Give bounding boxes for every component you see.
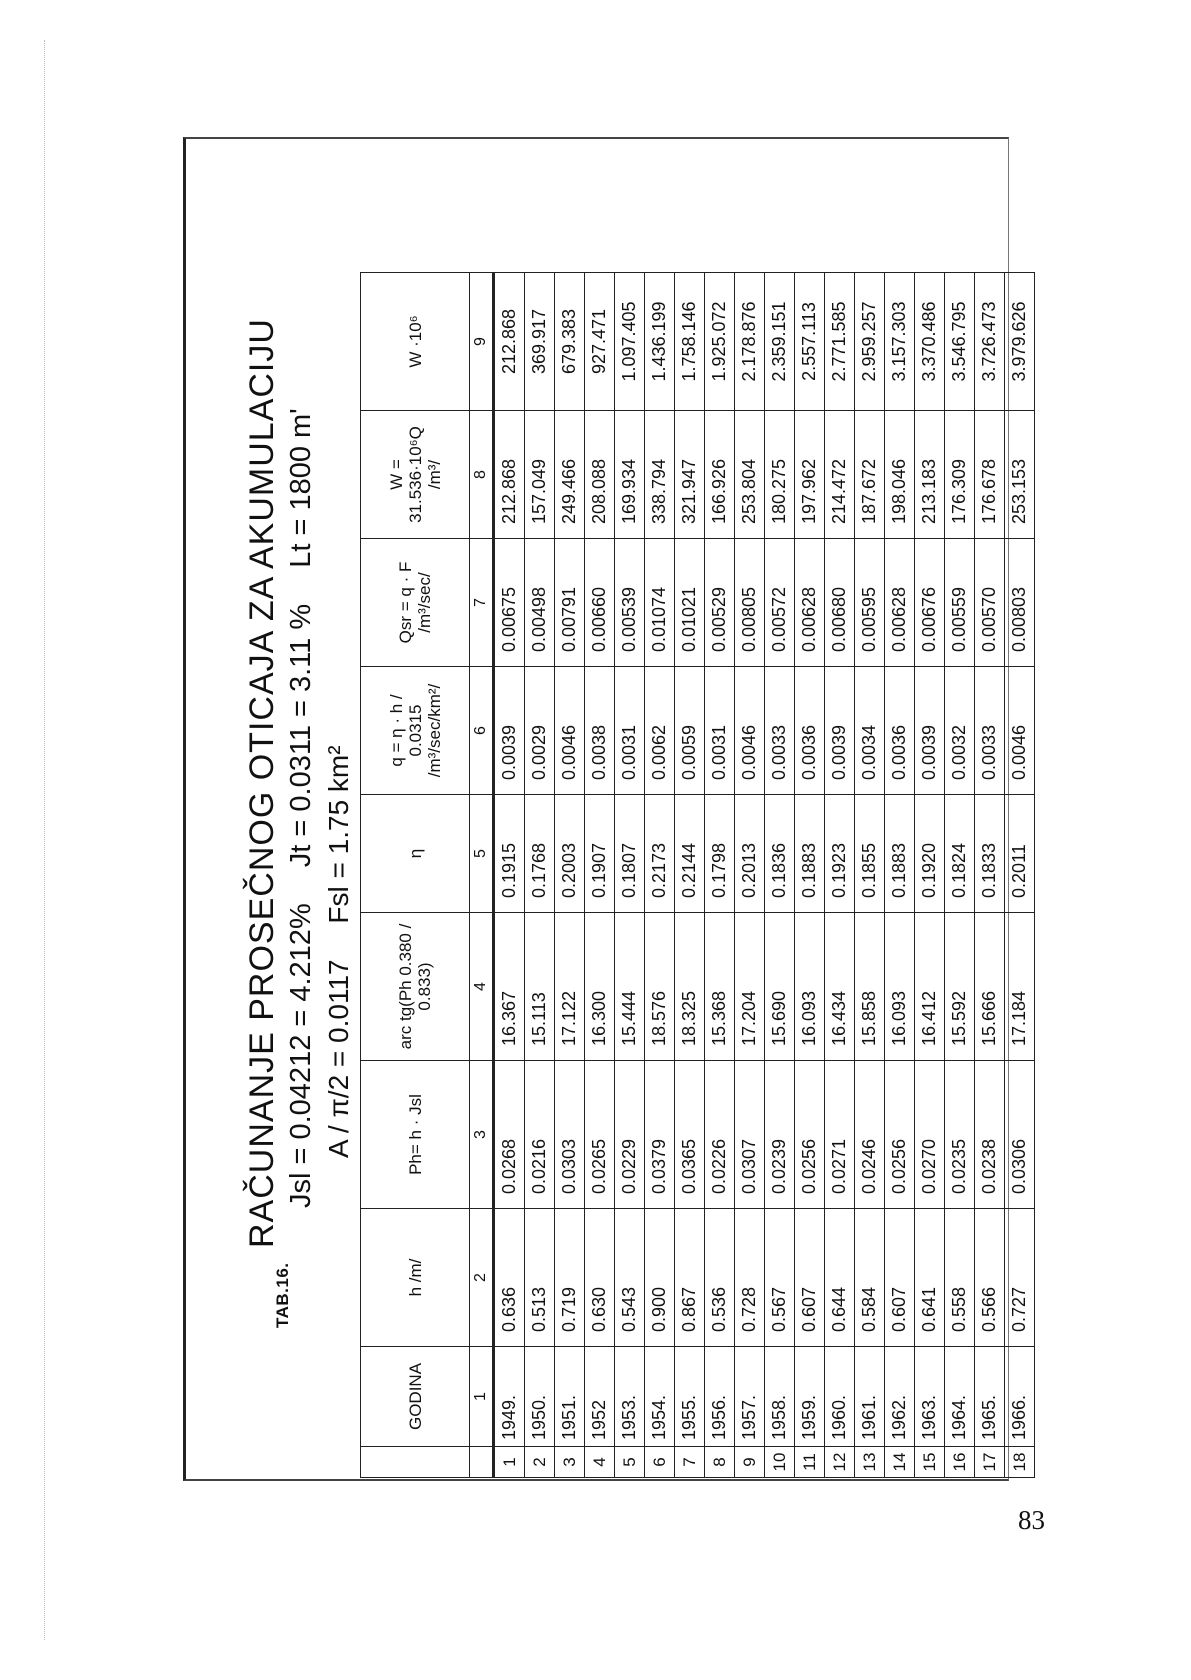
arctg-cell: 18.325 (675, 913, 705, 1061)
w-cumulative-cell: 2.771.585 (825, 273, 855, 411)
arctg-cell: 17.184 (1005, 913, 1035, 1061)
table-row (705, 273, 735, 1478)
qsr-cell: 0.00529 (705, 539, 735, 667)
column-number: 6 (470, 667, 494, 795)
ph-cell: 0.0268 (494, 1061, 525, 1209)
eta-cell: 0.1907 (585, 795, 615, 913)
row-index: 16 (945, 1447, 975, 1478)
w-cell: 157.049 (525, 411, 555, 539)
param-a: A / π/2 = 0.0117 (323, 959, 354, 1158)
h-cell: 0.641 (915, 1209, 945, 1347)
qsr-cell: 0.00559 (945, 539, 975, 667)
q-cell: 0.0032 (945, 667, 975, 795)
q-cell: 0.0036 (795, 667, 825, 795)
eta-cell: 0.1883 (885, 795, 915, 913)
arctg-cell: 15.690 (765, 913, 795, 1061)
h-cell: 0.727 (1005, 1209, 1035, 1347)
q-cell: 0.0038 (585, 667, 615, 795)
h-cell: 0.607 (885, 1209, 915, 1347)
arctg-cell: 16.300 (585, 913, 615, 1061)
arctg-cell: 16.093 (795, 913, 825, 1061)
year-cell: 1964. (945, 1347, 975, 1447)
ph-cell: 0.0239 (765, 1061, 795, 1209)
year-cell: 1956. (705, 1347, 735, 1447)
eta-cell: 0.1920 (915, 795, 945, 913)
h-cell: 0.867 (675, 1209, 705, 1347)
header-q: q = η · h / 0.0315 /m³/sec/km²/ (361, 667, 470, 795)
ph-cell: 0.0365 (675, 1061, 705, 1209)
year-cell: 1962. (885, 1347, 915, 1447)
ph-cell: 0.0246 (855, 1061, 885, 1209)
column-number: 1 (470, 1347, 494, 1447)
qsr-cell: 0.00803 (1005, 539, 1035, 667)
q-cell: 0.0031 (615, 667, 645, 795)
table-row (825, 273, 855, 1478)
qsr-cell: 0.00539 (615, 539, 645, 667)
eta-cell: 0.1883 (795, 795, 825, 913)
ph-cell: 0.0303 (555, 1061, 585, 1209)
qsr-cell: 0.00680 (825, 539, 855, 667)
h-cell: 0.566 (975, 1209, 1005, 1347)
h-cell: 0.719 (555, 1209, 585, 1347)
w-cell: 166.926 (705, 411, 735, 539)
qsr-cell: 0.00675 (494, 539, 525, 667)
qsr-cell: 0.00572 (765, 539, 795, 667)
table-title-block (213, 228, 383, 1328)
qsr-cell: 0.00805 (735, 539, 765, 667)
w-cell: 197.962 (795, 411, 825, 539)
row-index: 12 (825, 1447, 855, 1478)
header-w-cumulative: W ·10⁶ (361, 273, 470, 411)
eta-cell: 0.1807 (615, 795, 645, 913)
ph-cell: 0.0379 (645, 1061, 675, 1209)
header-qsr: Qsr = q · F /m³/sec/ (361, 539, 470, 667)
year-cell: 1957. (735, 1347, 765, 1447)
row-index: 17 (975, 1447, 1005, 1478)
arctg-cell: 16.412 (915, 913, 945, 1061)
eta-cell: 0.2011 (1005, 795, 1035, 913)
column-number: 4 (470, 913, 494, 1061)
w-cell: 208.088 (585, 411, 615, 539)
w-cumulative-cell: 2.359.151 (765, 273, 795, 411)
w-cell: 321.947 (675, 411, 705, 539)
year-cell: 1953. (615, 1347, 645, 1447)
q-cell: 0.0034 (855, 667, 885, 795)
w-cumulative-cell: 3.157.303 (885, 273, 915, 411)
ph-cell: 0.0216 (525, 1061, 555, 1209)
table-row (765, 273, 795, 1478)
table-row (494, 273, 525, 1478)
q-cell: 0.0033 (765, 667, 795, 795)
year-cell: 1958. (765, 1347, 795, 1447)
column-number: 2 (470, 1209, 494, 1347)
w-cumulative-cell: 927.471 (585, 273, 615, 411)
param-fsl: Fsl = 1.75 km² (323, 745, 354, 924)
scan-margin-marks (44, 40, 49, 1640)
arctg-cell: 15.666 (975, 913, 1005, 1061)
table-row (915, 273, 945, 1478)
table-header-row (361, 273, 470, 1478)
w-cell: 213.183 (915, 411, 945, 539)
qsr-cell: 0.00676 (915, 539, 945, 667)
w-cell: 253.804 (735, 411, 765, 539)
qsr-cell: 0.00628 (885, 539, 915, 667)
row-index: 18 (1005, 1447, 1035, 1478)
eta-cell: 0.2173 (645, 795, 675, 913)
arctg-cell: 15.858 (855, 913, 885, 1061)
ph-cell: 0.0235 (945, 1061, 975, 1209)
year-cell: 1961. (855, 1347, 885, 1447)
q-cell: 0.0029 (525, 667, 555, 795)
row-index: 11 (795, 1447, 825, 1478)
w-cumulative-cell: 1.758.146 (675, 273, 705, 411)
eta-cell: 0.1836 (765, 795, 795, 913)
arctg-cell: 16.434 (825, 913, 855, 1061)
q-cell: 0.0031 (705, 667, 735, 795)
w-cell: 169.934 (615, 411, 645, 539)
q-cell: 0.0039 (494, 667, 525, 795)
w-cumulative-cell: 3.726.473 (975, 273, 1005, 411)
ph-cell: 0.0226 (705, 1061, 735, 1209)
w-cell: 338.794 (645, 411, 675, 539)
row-index: 15 (915, 1447, 945, 1478)
table-row (885, 273, 915, 1478)
q-cell: 0.0046 (1005, 667, 1035, 795)
year-cell: 1959. (795, 1347, 825, 1447)
ph-cell: 0.0270 (915, 1061, 945, 1209)
qsr-cell: 0.01021 (675, 539, 705, 667)
arctg-cell: 15.444 (615, 913, 645, 1061)
year-cell: 1950. (525, 1347, 555, 1447)
q-cell: 0.0039 (915, 667, 945, 795)
w-cell: 214.472 (825, 411, 855, 539)
eta-cell: 0.1855 (855, 795, 885, 913)
year-cell: 1952 (585, 1347, 615, 1447)
w-cumulative-cell: 2.557.113 (795, 273, 825, 411)
row-index: 13 (855, 1447, 885, 1478)
w-cell: 249.466 (555, 411, 585, 539)
w-cell: 176.309 (945, 411, 975, 539)
q-cell: 0.0046 (555, 667, 585, 795)
year-cell: 1954. (645, 1347, 675, 1447)
parameters-line-1 (285, 380, 318, 1208)
arctg-cell: 17.122 (555, 913, 585, 1061)
ph-cell: 0.0256 (885, 1061, 915, 1209)
ph-cell: 0.0271 (825, 1061, 855, 1209)
table-row (1005, 273, 1035, 1478)
eta-cell: 0.1824 (945, 795, 975, 913)
w-cumulative-cell: 1.436.199 (645, 273, 675, 411)
header-eta: η (361, 795, 470, 913)
table-title: RAČUNANJE PROSEČNOG OTICAJA ZA AKUMULACIJU (243, 318, 281, 1248)
qsr-cell: 0.00791 (555, 539, 585, 667)
arctg-cell: 15.592 (945, 913, 975, 1061)
eta-cell: 0.2003 (555, 795, 585, 913)
param-lt: Lt = 1800 m' (285, 408, 317, 568)
header-godina: GODINA (361, 1347, 470, 1447)
parameters-line-2 (323, 717, 355, 1158)
w-cumulative-cell: 3.546.795 (945, 273, 975, 411)
qsr-cell: 0.00660 (585, 539, 615, 667)
qsr-cell: 0.01074 (645, 539, 675, 667)
year-cell: 1965. (975, 1347, 1005, 1447)
table-row (735, 273, 765, 1478)
column-number-row (470, 273, 494, 1478)
row-index: 9 (735, 1447, 765, 1478)
eta-cell: 0.1923 (825, 795, 855, 913)
h-cell: 0.630 (585, 1209, 615, 1347)
year-cell: 1949. (494, 1347, 525, 1447)
ph-cell: 0.0307 (735, 1061, 765, 1209)
h-cell: 0.636 (494, 1209, 525, 1347)
w-cumulative-cell: 1.097.405 (615, 273, 645, 411)
column-number-index (470, 1447, 494, 1478)
eta-cell: 0.1768 (525, 795, 555, 913)
table-row (945, 273, 975, 1478)
row-index: 2 (525, 1447, 555, 1478)
ph-cell: 0.0238 (975, 1061, 1005, 1209)
q-cell: 0.0036 (885, 667, 915, 795)
arctg-cell: 15.368 (705, 913, 735, 1061)
table-row (795, 273, 825, 1478)
param-jt: Jt = 0.0311 = 3.11 % (285, 603, 317, 868)
arctg-cell: 16.093 (885, 913, 915, 1061)
qsr-cell: 0.00628 (795, 539, 825, 667)
w-cell: 253.153 (1005, 411, 1035, 539)
row-index: 1 (494, 1447, 525, 1478)
q-cell: 0.0046 (735, 667, 765, 795)
row-index: 14 (885, 1447, 915, 1478)
table-row (855, 273, 885, 1478)
arctg-cell: 16.367 (494, 913, 525, 1061)
h-cell: 0.536 (705, 1209, 735, 1347)
row-index: 3 (555, 1447, 585, 1478)
h-cell: 0.558 (945, 1209, 975, 1347)
arctg-cell: 18.576 (645, 913, 675, 1061)
w-cumulative-cell: 369.917 (525, 273, 555, 411)
w-cumulative-cell: 1.925.072 (705, 273, 735, 411)
row-index: 5 (615, 1447, 645, 1478)
header-w: W = 31.536·10⁶Q /m³/ (361, 411, 470, 539)
column-number: 3 (470, 1061, 494, 1209)
h-cell: 0.567 (765, 1209, 795, 1347)
ph-cell: 0.0256 (795, 1061, 825, 1209)
h-cell: 0.584 (855, 1209, 885, 1347)
h-cell: 0.513 (525, 1209, 555, 1347)
ph-cell: 0.0306 (1005, 1061, 1035, 1209)
table-body (494, 273, 1035, 1478)
row-index: 8 (705, 1447, 735, 1478)
table-row (975, 273, 1005, 1478)
year-cell: 1963. (915, 1347, 945, 1447)
rotated-page-content (185, 138, 1029, 1478)
w-cell: 187.672 (855, 411, 885, 539)
page-number: 83 (1018, 1505, 1045, 1535)
table-row (585, 273, 615, 1478)
eta-cell: 0.1833 (975, 795, 1005, 913)
w-cell: 212.868 (494, 411, 525, 539)
eta-cell: 0.2013 (735, 795, 765, 913)
h-cell: 0.543 (615, 1209, 645, 1347)
w-cumulative-cell: 2.959.257 (855, 273, 885, 411)
row-index: 7 (675, 1447, 705, 1478)
table-row (675, 273, 705, 1478)
year-cell: 1960. (825, 1347, 855, 1447)
year-cell: 1966. (1005, 1347, 1035, 1447)
arctg-cell: 17.204 (735, 913, 765, 1061)
w-cell: 176.678 (975, 411, 1005, 539)
w-cell: 198.046 (885, 411, 915, 539)
qsr-cell: 0.00498 (525, 539, 555, 667)
w-cumulative-cell: 3.370.486 (915, 273, 945, 411)
h-cell: 0.728 (735, 1209, 765, 1347)
runoff-table (360, 272, 1035, 1478)
ph-cell: 0.0265 (585, 1061, 615, 1209)
year-cell: 1951. (555, 1347, 585, 1447)
w-cell: 180.275 (765, 411, 795, 539)
eta-cell: 0.2144 (675, 795, 705, 913)
h-cell: 0.607 (795, 1209, 825, 1347)
year-cell: 1955. (675, 1347, 705, 1447)
table-row (525, 273, 555, 1478)
row-index: 10 (765, 1447, 795, 1478)
w-cumulative-cell: 679.383 (555, 273, 585, 411)
q-cell: 0.0039 (825, 667, 855, 795)
row-index: 4 (585, 1447, 615, 1478)
w-cumulative-cell: 2.178.876 (735, 273, 765, 411)
h-cell: 0.900 (645, 1209, 675, 1347)
table-label: TAB.16. (273, 1262, 292, 1328)
header-index (361, 1447, 470, 1478)
table-row (555, 273, 585, 1478)
ph-cell: 0.0229 (615, 1061, 645, 1209)
header-arctg: arc tg(Ph 0.380 / 0.833) (361, 913, 470, 1061)
w-cumulative-cell: 3.979.626 (1005, 273, 1035, 411)
param-jsl: Jsl = 0.04212 = 4.212% (285, 903, 317, 1208)
column-number: 8 (470, 411, 494, 539)
q-cell: 0.0033 (975, 667, 1005, 795)
w-cumulative-cell: 212.868 (494, 273, 525, 411)
header-h: h /m/ (361, 1209, 470, 1347)
eta-cell: 0.1798 (705, 795, 735, 913)
table-row (645, 273, 675, 1478)
header-ph: Ph= h · Jsl (361, 1061, 470, 1209)
column-number: 9 (470, 273, 494, 411)
table-row (615, 273, 645, 1478)
q-cell: 0.0062 (645, 667, 675, 795)
q-cell: 0.0059 (675, 667, 705, 795)
column-number: 7 (470, 539, 494, 667)
qsr-cell: 0.00570 (975, 539, 1005, 667)
qsr-cell: 0.00595 (855, 539, 885, 667)
h-cell: 0.644 (825, 1209, 855, 1347)
row-index: 6 (645, 1447, 675, 1478)
column-number: 5 (470, 795, 494, 913)
arctg-cell: 15.113 (525, 913, 555, 1061)
eta-cell: 0.1915 (494, 795, 525, 913)
